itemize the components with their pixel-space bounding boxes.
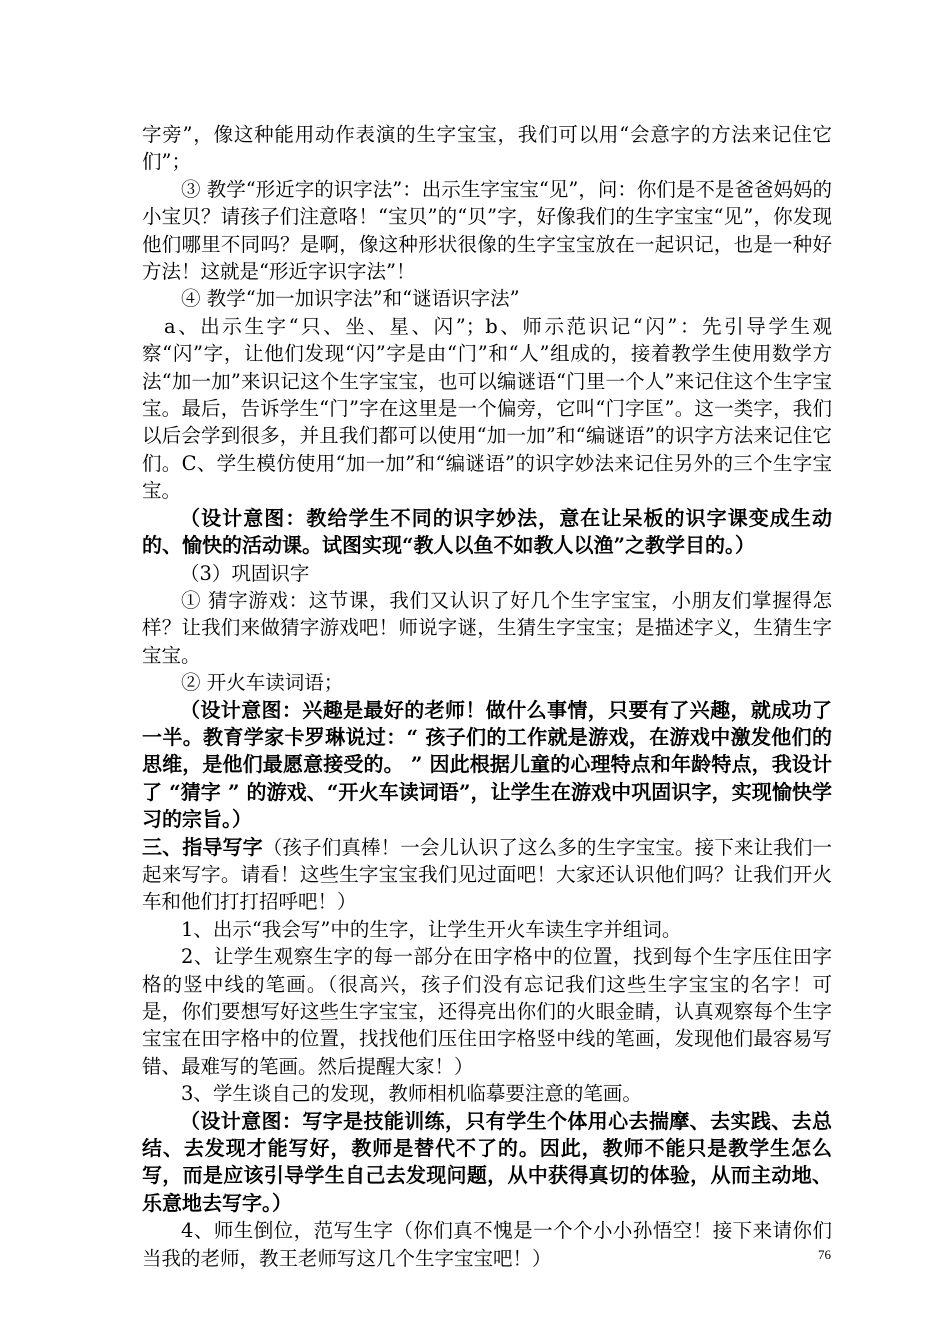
paragraph: a、出示生字“只、坐、星、闪”；b、师示范识记“闪”：先引导学生观察“闪”字，让他们发现“闪”字是由“门”和“人”组成的，接着教学生使用数学方法“加一加”来识记这个生字宝宝，也可以编谜语“门里一个人”来记住这个生字宝宝。最后，告诉学生“门”字在这里是一个偏旁，它叫“门字匡”。这一类字，我们以后会学到很多，并且我们都可以使用“加一加”和“编谜语”的识字方法来记住它们。C、学生模仿使用“加一加”和“编谜语”的识字妙法来记住另外的三个生字宝宝。 — [142, 314, 832, 503]
paragraph: ② 开火车读词语； — [181, 671, 344, 695]
paragraph: 3、学生谈自己的发现，教师相机临摹要注意的笔画。 — [181, 1082, 642, 1106]
design-intent-note: （设计意图：兴趣是最好的老师！做什么事情，只要有了兴趣，就成功了一半。教育学家卡罗琳说过：“ 孩子们的工作就是游戏，在游戏中激发他们的思维，是他们最愿意接受的。 ” 因此根据儿童的心理特点和年龄特点，我设计了 “猜字 ” 的游戏、“开火车读词语”，让学生在游戏中巩固识字，实现愉快学习的宗旨。） — [142, 697, 832, 832]
paragraph: 2、让学生观察生字的每一部分在田字格中的位置，找到每个生字压住田字格的竖中线的笔画。（很高兴，孩子们没有忘记我们这些生字宝宝的名字！可是，你们要想写好这些生字宝宝，还得亮出你们的火眼金睛，认真观察每个生字宝宝在田字格中的位置，找找他们压住田字格竖中线的笔画，发现他们最容易写错、最难写的笔画。然后提醒大家！） — [142, 945, 832, 1078]
design-intent-note: （设计意图：写字是技能训练，只有学生个体用心去揣摩、去实践、去总结、去发现才能写好，教师是替代不了的。因此，教师不能只是教学生怎么写，而是应该引导学生自己去发现问题，从中获得真切的体验，从而主动地、乐意地去写字。） — [142, 1108, 832, 1215]
body-text — [142, 121, 832, 1272]
section-heading: （3）巩固识字 — [180, 561, 310, 585]
section-title: 三、指导写字 — [142, 834, 263, 859]
paragraph: ③ 教学“形近字的识字法”：出示生字宝宝“见”，问：你们是不是爸爸妈妈的小宝贝？请孩子们注意咯！“宝贝”的“贝”字，好像我们的生字宝宝“见”，你发现他们哪里不同吗？是啊，像这种形状很像的生字宝宝放在一起识记，也是一种好方法！这就是“形近字识字法”！ — [142, 177, 832, 284]
paragraph: 字旁”，像这种能用动作表演的生字宝宝，我们可以用“会意字的方法来记住它们”； — [142, 123, 832, 174]
page-number: 76 — [818, 1247, 831, 1262]
paragraph: 4、师生倒位，范写生字（你们真不愧是一个个小小孙悟空！接下来请你们当我的老师，教王老师写这几个生字宝宝吧！） — [142, 1219, 832, 1270]
paragraph — [142, 834, 832, 916]
paragraph-text: （孩子们真棒！一会儿认识了这么多的生字宝宝。接下来让我们一起来写字。请看！这些生字宝宝我们见过面吧！大家还认识他们吗？让我们开火车和他们打打招呼吧！） — [142, 835, 832, 914]
paragraph: 1、出示“我会写”中的生字，让学生开火车读生字并组词。 — [181, 917, 682, 941]
paragraph: ④ 教学“加一加识字法”和“谜语识字法” — [181, 287, 520, 311]
design-intent-note: （设计意图：教给学生不同的识字妙法，意在让呆板的识字课变成生动的、愉快的活动课。试图实现“教人以鱼不如教人以渔”之教学目的。） — [142, 505, 832, 558]
paragraph: ① 猜字游戏：这节课，我们又认识了好几个生字宝宝，小朋友们掌握得怎样？让我们来做猜字游戏吧！师说字谜，生猜生字宝宝；是描述字义，生猜生字宝宝。 — [142, 588, 832, 667]
